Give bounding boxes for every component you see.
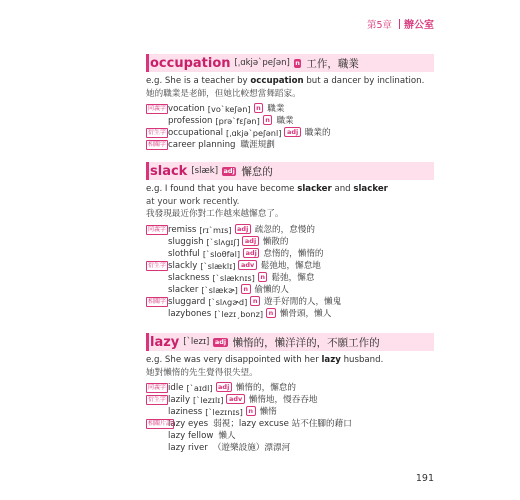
chapter-name: 辦公室 — [404, 20, 434, 31]
related-row: 同義字 idle [ˋaɪdl] adj 懶惰的，懈怠的 — [148, 383, 296, 393]
related-row: lazybones [ˋlezɪˏbonz] n 懶骨頭，懶人 — [168, 308, 332, 319]
headword: lazy — [150, 334, 180, 350]
chapter-divider — [399, 19, 400, 29]
related-tag: 相關字 — [148, 141, 167, 148]
pos-badge: adj — [223, 166, 235, 175]
chapter-number: 第5章 — [366, 19, 392, 31]
entry-heading — [146, 333, 434, 351]
definition: 懈怠的 — [241, 165, 273, 178]
headword: occupation — [150, 55, 231, 71]
related-row: 同義字 vocation [voˋkeʃən] n 職業 — [148, 104, 285, 114]
entry-slack — [146, 162, 434, 320]
entry-occupation — [146, 54, 434, 151]
example-translation: 她對懶惰的先生覺得很失望。 — [146, 367, 258, 378]
related-tag: 相關字 — [148, 297, 167, 305]
example-translation: 我發現最近你對工作越來越懈怠了。 — [146, 209, 284, 219]
related-row: sluggish [ˋslʌgɪʃ] adj 懶散的 — [168, 236, 289, 247]
pronunciation: [ˋlezɪ] — [183, 337, 210, 347]
related-row: lazy river （遊樂設施）漂漂河 — [168, 443, 291, 453]
related-row: slacker [ˋslækɚ] n 偷懶的人 — [168, 284, 289, 295]
related-row: slothful [ˋsloθfəl] adj 怠惰的，懶惰的 — [168, 248, 324, 259]
example-sentence: e.g. I found that you have become slacker and slacker — [146, 184, 388, 194]
phrase-tag: 相關片語 — [148, 420, 173, 427]
definition: 工作，職業 — [306, 57, 359, 70]
entry-heading — [146, 162, 434, 180]
synonym-tag: 同義字 — [148, 384, 167, 391]
derivative-tag: 衍生字 — [148, 261, 167, 269]
related-row: 衍生字 lazily [ˋlezɪlɪ] adv 懶惰地，慢吞吞地 — [148, 395, 318, 405]
related-row: 同義字 remiss [rɪˋmɪs] adj 疏忽的，怠慢的 — [148, 224, 315, 235]
synonym-tag: 同義字 — [148, 225, 167, 233]
related-row: 衍生字 slackly [ˋslæklɪ] adv 鬆弛地，懈怠地 — [148, 260, 321, 271]
related-words — [146, 224, 434, 320]
example-sentence-cont: at your work recently. — [146, 196, 240, 207]
related-row: lazy fellow 懶人 — [168, 431, 236, 441]
definition: 懶惰的，懶洋洋的，不願工作的 — [232, 336, 380, 349]
related-row: profession [prəˋfɛʃən] n 職業 — [168, 116, 294, 126]
related-words — [146, 382, 434, 454]
related-words — [146, 103, 434, 151]
example-sentence: e.g. She is a teacher by occupation but a dancer by inclination. — [146, 76, 425, 86]
pronunciation: [slæk] — [191, 166, 219, 176]
related-row: 相關字 career planning 職涯規劃 — [148, 140, 275, 150]
chapter-header — [367, 16, 434, 31]
pos-badge: adj — [214, 337, 227, 346]
page-number: 191 — [415, 473, 434, 484]
pronunciation: [ˌɑkjəˋpeʃən] — [234, 58, 290, 68]
related-row: 相關字 sluggard [ˋslʌgɚd] n 遊手好閒的人，懶鬼 — [148, 296, 342, 307]
derivative-tag: 衍生字 — [148, 396, 167, 403]
entry-lazy — [146, 333, 434, 454]
related-row: 相關片語 lazy eyes 弱視；lazy excuse 站不住腳的藉口 — [148, 419, 352, 429]
entry-heading — [146, 54, 434, 72]
derivative-tag: 衍生字 — [148, 129, 167, 136]
headword: slack — [150, 163, 188, 179]
synonym-tag: 同義字 — [148, 105, 167, 112]
related-row: laziness [ˋlezɪnɪs] n 懶惰 — [168, 407, 277, 417]
related-row: 衍生字 occupational [ˌɑkjəˋpeʃənl] adj 職業的 — [148, 128, 331, 138]
related-row: slackness [ˋslæknɪs] n 鬆弛，懈怠 — [168, 272, 315, 283]
example-translation: 她的職業是老師，但她比較想當舞蹈家。 — [146, 88, 301, 99]
pos-badge: n — [295, 58, 300, 67]
example-sentence: e.g. She was very disappointed with her lazy husband. — [146, 355, 384, 365]
